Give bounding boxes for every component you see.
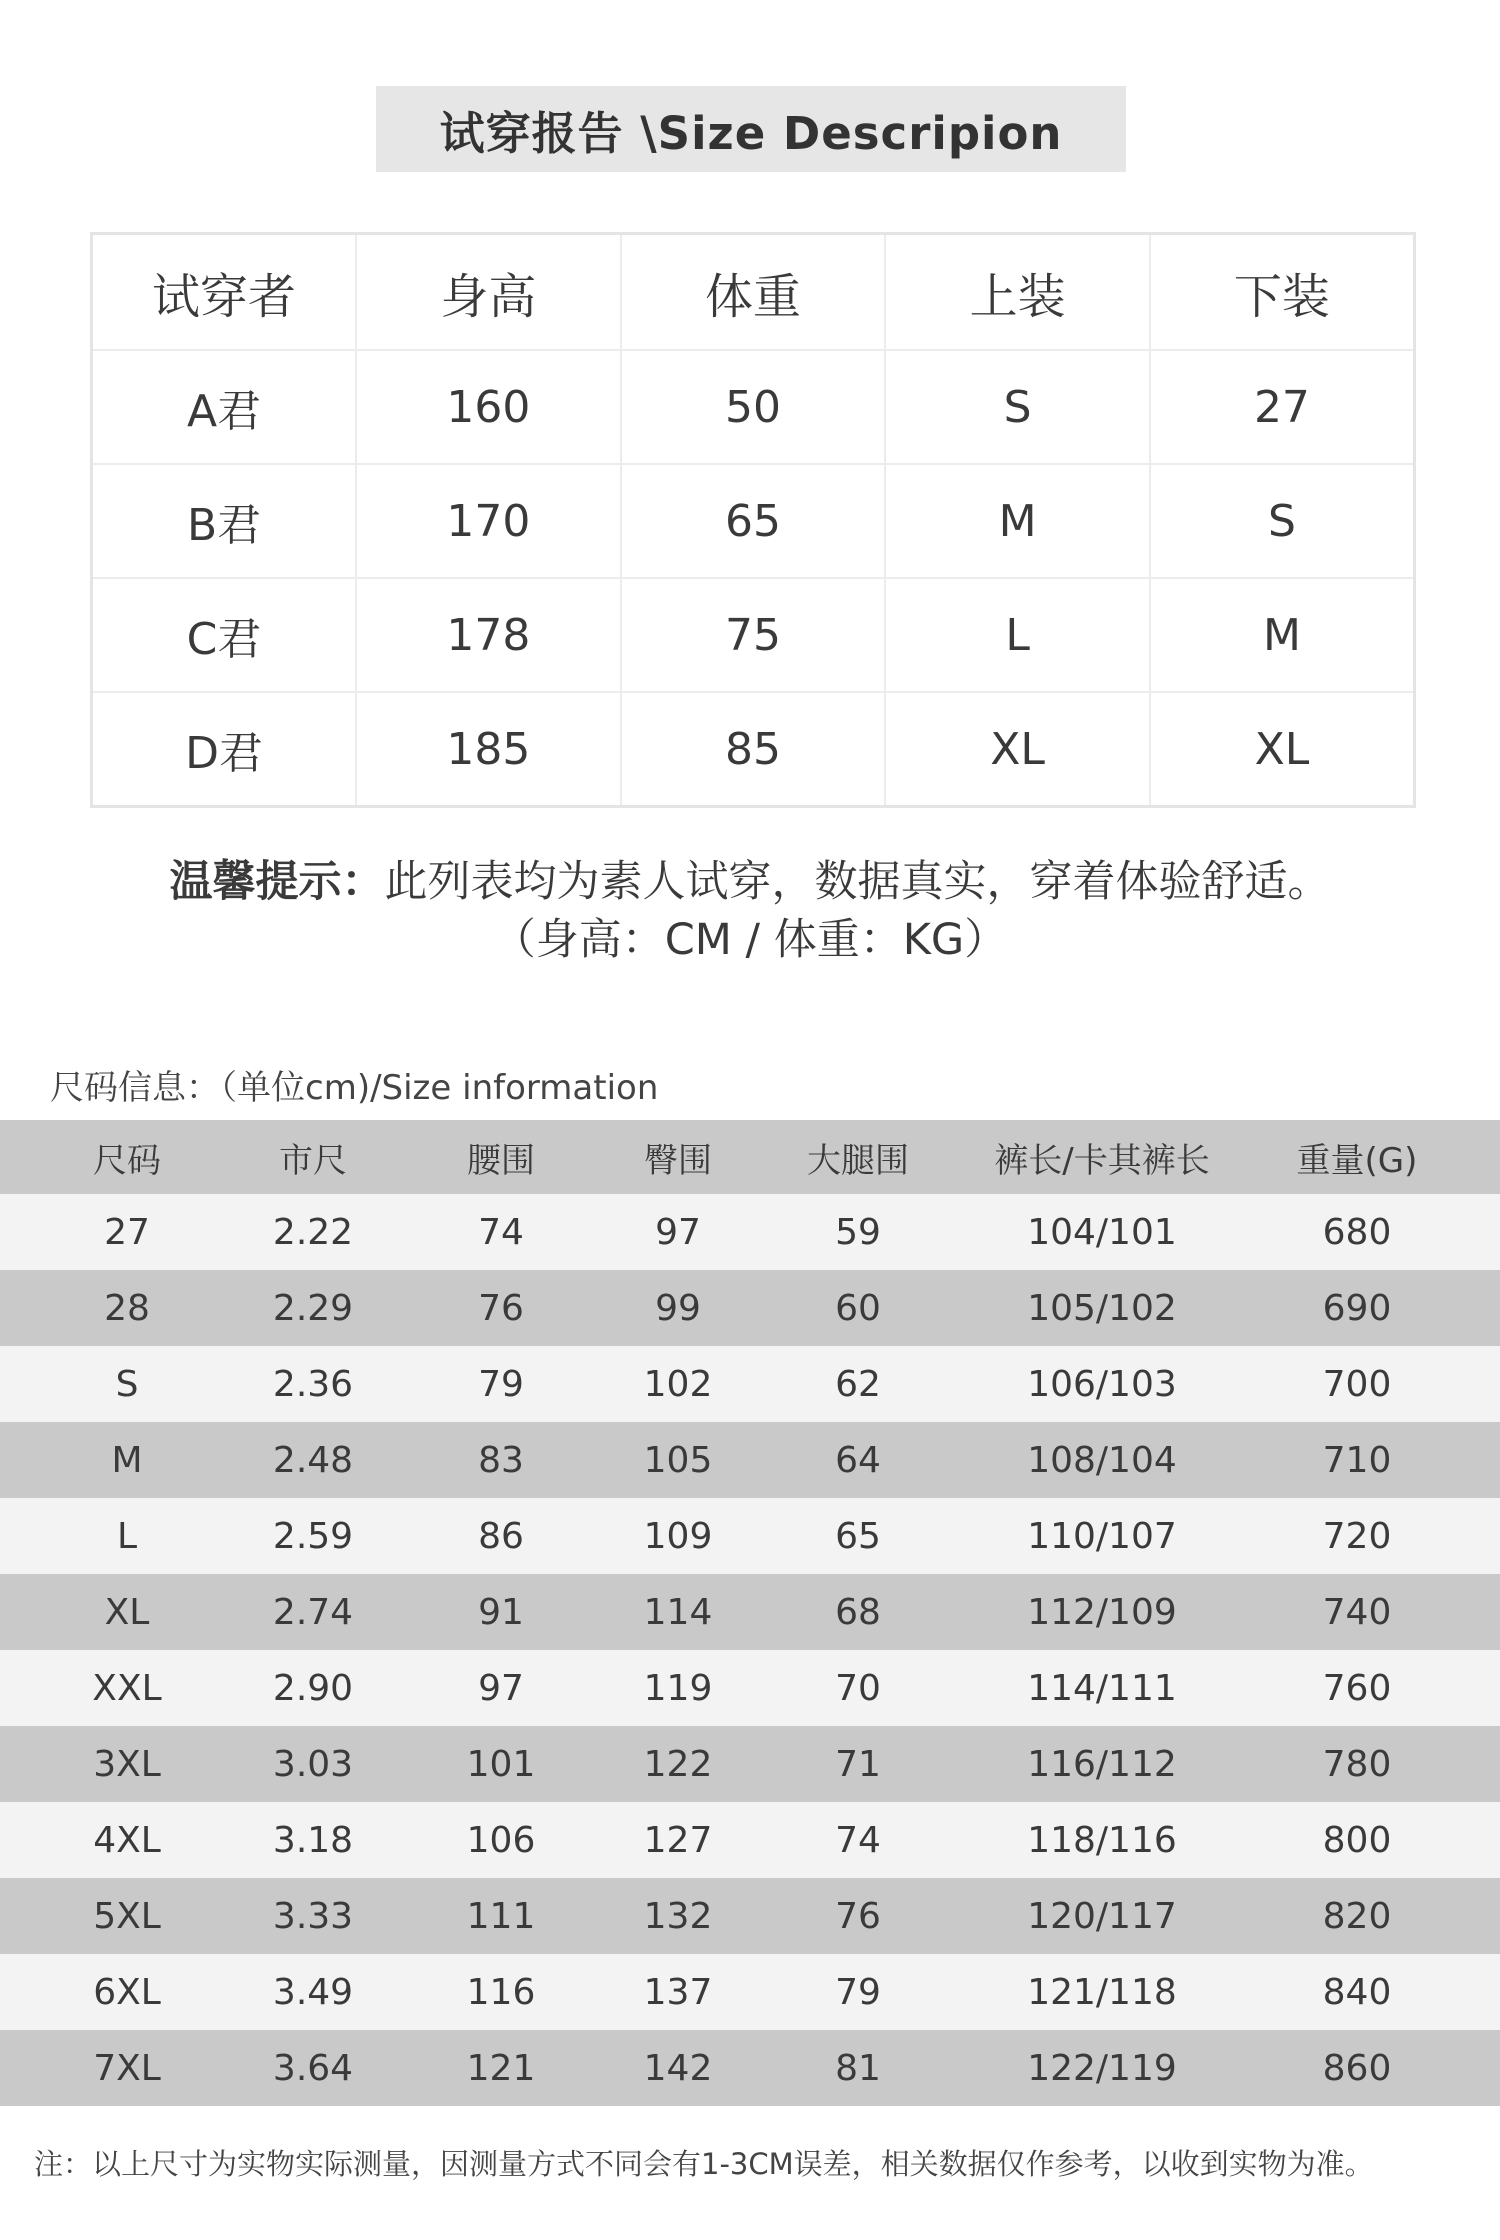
report-cell: 160 (356, 350, 621, 464)
report-cell: C君 (92, 578, 357, 692)
report-cell: S (1150, 464, 1415, 578)
size-cell: 59 (726, 1194, 990, 1270)
size-cell: 760 (1214, 1650, 1500, 1726)
report-header-cell: 上装 (885, 234, 1150, 351)
size-cell: 840 (1214, 1954, 1500, 2030)
size-cell: 114/111 (990, 1650, 1214, 1726)
report-cell: M (1150, 578, 1415, 692)
report-row (92, 464, 1415, 578)
report-cell: XL (1254, 723, 1310, 775)
report-cell: B君 (92, 464, 357, 578)
report-cell: D君 (92, 692, 357, 807)
warm-tip-text: 此列表均为素人试穿，数据真实，穿着体验舒适。 (384, 857, 1331, 907)
size-cell: 700 (1214, 1346, 1500, 1422)
size-cell: 60 (726, 1270, 990, 1346)
size-cell: 109 (630, 1498, 726, 1574)
page-title: 试穿报告 \Size Descripion (376, 86, 1126, 172)
size-cell: 74 (372, 1194, 630, 1270)
size-cell: 102 (630, 1346, 726, 1422)
size-cell: 3.49 (254, 1954, 372, 2030)
size-row (0, 1346, 1500, 1422)
size-cell: 70 (726, 1650, 990, 1726)
size-cell: 127 (630, 1802, 726, 1878)
size-row (0, 1802, 1500, 1878)
size-cell: 116 (372, 1954, 630, 2030)
report-header-cell: 下装 (1150, 234, 1415, 351)
size-cell: 81 (726, 2030, 990, 2106)
size-header-cell: 裤长/卡其裤长 (990, 1120, 1214, 1194)
size-cell: 86 (372, 1498, 630, 1574)
size-cell: 101 (372, 1726, 630, 1802)
size-cell: 6XL (0, 1954, 254, 2030)
size-cell: 106/103 (990, 1346, 1214, 1422)
size-cell: 116/112 (990, 1726, 1214, 1802)
size-header-cell: 尺码 (0, 1120, 254, 1194)
size-cell: 121 (372, 2030, 630, 2106)
size-info-caption: 尺码信息：（单位cm)/Size information (50, 1068, 659, 1108)
size-row (0, 2030, 1500, 2106)
size-cell: 62 (726, 1346, 990, 1422)
report-cell: 75 (621, 578, 886, 692)
size-cell: 74 (726, 1802, 990, 1878)
report-row (92, 350, 1415, 464)
size-cell: 2.36 (254, 1346, 372, 1422)
size-cell: 97 (630, 1194, 726, 1270)
report-header-cell: 身高 (356, 234, 621, 351)
report-row (92, 578, 1415, 692)
size-cell: 105 (630, 1422, 726, 1498)
size-cell: 68 (726, 1574, 990, 1650)
size-cell: XXL (0, 1650, 254, 1726)
size-cell: 112/109 (990, 1574, 1214, 1650)
size-cell: 106 (372, 1802, 630, 1878)
size-row (0, 1726, 1500, 1802)
size-cell: 79 (726, 1954, 990, 2030)
size-header-row (0, 1120, 1500, 1194)
size-row (0, 1878, 1500, 1954)
size-cell: 142 (630, 2030, 726, 2106)
size-cell: 121/118 (990, 1954, 1214, 2030)
try-on-report-table (90, 232, 1416, 808)
report-cell: 185 (356, 692, 621, 807)
size-cell: 860 (1214, 2030, 1500, 2106)
size-cell: 2.90 (254, 1650, 372, 1726)
report-cell: XL (885, 692, 1150, 807)
report-row (92, 692, 1415, 807)
size-cell: M (0, 1422, 254, 1498)
report-cell: L (885, 578, 1150, 692)
size-cell: L (0, 1498, 254, 1574)
size-cell: 800 (1214, 1802, 1500, 1878)
size-cell: 104/101 (990, 1194, 1214, 1270)
report-cell: 170 (356, 464, 621, 578)
size-header-cell: 臀围 (630, 1120, 726, 1194)
size-cell: 97 (372, 1650, 630, 1726)
size-cell: 76 (726, 1878, 990, 1954)
size-cell: 79 (372, 1346, 630, 1422)
size-row (0, 1954, 1500, 2030)
size-cell: 122 (630, 1726, 726, 1802)
size-header-cell: 大腿围 (726, 1120, 990, 1194)
report-header-row (92, 234, 1415, 351)
size-cell: 3.03 (254, 1726, 372, 1802)
size-cell: 119 (630, 1650, 726, 1726)
size-info-table (0, 1120, 1500, 2106)
size-cell: 65 (726, 1498, 990, 1574)
report-cell: 178 (356, 578, 621, 692)
size-cell: 83 (372, 1422, 630, 1498)
size-cell: 76 (372, 1270, 630, 1346)
size-cell: 3XL (0, 1726, 254, 1802)
size-cell: 2.22 (254, 1194, 372, 1270)
size-cell: 690 (1214, 1270, 1500, 1346)
size-cell: 710 (1214, 1422, 1500, 1498)
size-cell: 2.29 (254, 1270, 372, 1346)
report-cell: 27 (1150, 350, 1415, 464)
size-cell: 28 (0, 1270, 254, 1346)
report-cell: 85 (621, 692, 886, 807)
report-cell: 50 (621, 350, 886, 464)
size-row (0, 1422, 1500, 1498)
size-cell: XL (0, 1574, 254, 1650)
size-cell: 5XL (0, 1878, 254, 1954)
size-cell: 7XL (0, 2030, 254, 2106)
size-cell: 137 (630, 1954, 726, 2030)
warm-tip-label: 温馨提示： (169, 857, 385, 907)
size-cell: 680 (1214, 1194, 1500, 1270)
size-row (0, 1650, 1500, 1726)
size-cell: 114 (630, 1574, 726, 1650)
report-cell: A君 (92, 350, 357, 464)
size-cell: S (0, 1346, 254, 1422)
footnote: 注：以上尺寸为实物实际测量，因测量方式不同会有1-3CM误差，相关数据仅作参考，以收到实物为准。 (34, 2147, 1374, 2181)
size-row (0, 1194, 1500, 1270)
report-header-cell: 体重 (621, 234, 886, 351)
size-cell: 4XL (0, 1802, 254, 1878)
warm-tip (0, 848, 1500, 909)
size-header-cell: 市尺 (254, 1120, 372, 1194)
size-cell: 2.48 (254, 1422, 372, 1498)
report-cell: S (885, 350, 1150, 464)
size-cell: 3.18 (254, 1802, 372, 1878)
units-note: （身高：CM / 体重：KG） (492, 915, 1008, 965)
size-cell: 108/104 (990, 1422, 1214, 1498)
size-cell: 2.59 (254, 1498, 372, 1574)
size-cell: 120/117 (990, 1878, 1214, 1954)
size-cell: 91 (372, 1574, 630, 1650)
size-cell: 64 (726, 1422, 990, 1498)
size-cell: 780 (1214, 1726, 1500, 1802)
size-row (0, 1498, 1500, 1574)
size-row (0, 1270, 1500, 1346)
report-cell: M (885, 464, 1150, 578)
size-cell: 3.33 (254, 1878, 372, 1954)
size-cell: 105/102 (990, 1270, 1214, 1346)
size-cell: 111 (372, 1878, 630, 1954)
size-header-cell: 重量(G) (1214, 1120, 1500, 1194)
size-cell: 110/107 (990, 1498, 1214, 1574)
size-cell: 122/119 (990, 2030, 1214, 2106)
size-cell: 820 (1214, 1878, 1500, 1954)
size-cell: 71 (726, 1726, 990, 1802)
size-cell: 2.74 (254, 1574, 372, 1650)
size-cell: 27 (0, 1194, 254, 1270)
size-cell: 720 (1214, 1498, 1500, 1574)
size-row (0, 1574, 1500, 1650)
size-cell: 3.64 (254, 2030, 372, 2106)
report-cell: 65 (621, 464, 886, 578)
size-cell: 118/116 (990, 1802, 1214, 1878)
size-cell: 740 (1214, 1574, 1500, 1650)
report-header-cell: 试穿者 (92, 234, 357, 351)
size-header-cell: 腰围 (372, 1120, 630, 1194)
size-cell: 132 (630, 1878, 726, 1954)
size-cell: 99 (630, 1270, 726, 1346)
